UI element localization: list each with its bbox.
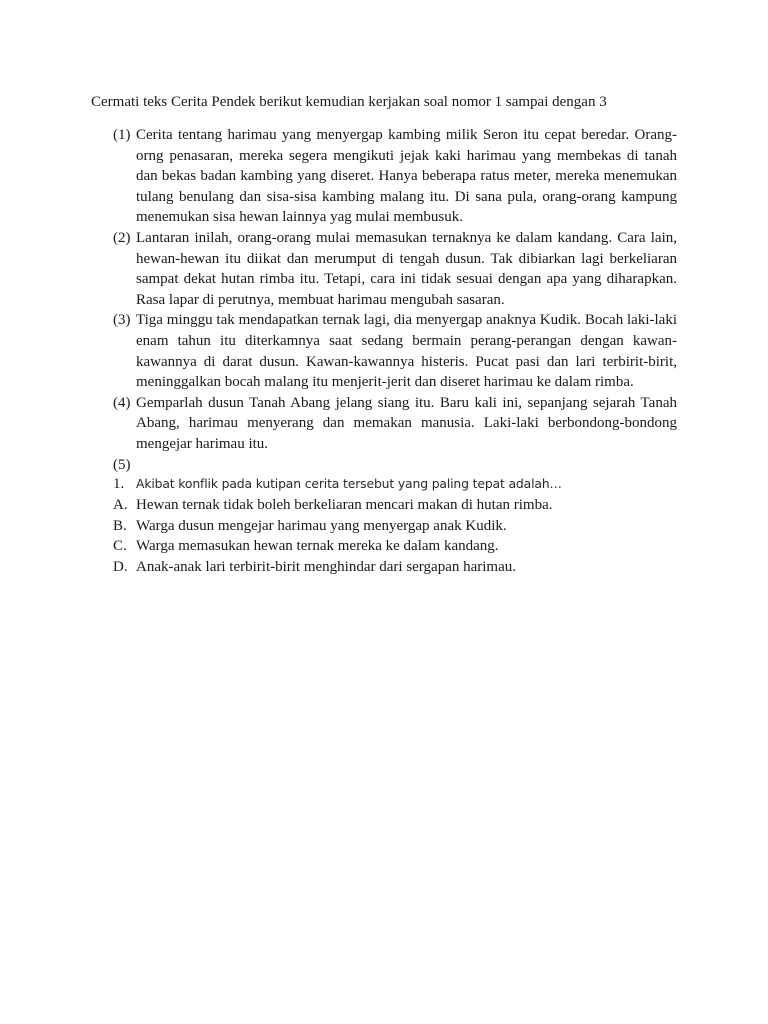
story-paragraph-2 xyxy=(113,228,677,310)
paragraph-text xyxy=(136,455,677,476)
instruction-text: Cermati teks Cerita Pendek berikut kemudian kerjakan soal nomor 1 sampai dengan 3 xyxy=(91,94,607,110)
paragraph-number: (4) xyxy=(113,394,131,411)
option-text: Warga dusun mengejar harimau yang menyergap anak Kudik. xyxy=(136,517,507,534)
answer-option-d xyxy=(113,557,677,578)
paragraph-number: (5) xyxy=(113,456,131,473)
answer-option-b xyxy=(113,516,677,537)
story-paragraph-5 xyxy=(113,455,677,476)
option-text: Hewan ternak tidak boleh berkeliaran mencari makan di hutan rimba. xyxy=(136,496,553,513)
question-stem-row xyxy=(113,474,677,495)
paragraph-number: (3) xyxy=(113,312,131,329)
question-number: 1. xyxy=(113,476,125,492)
story-paragraph-3 xyxy=(113,310,677,392)
option-text: Anak-anak lari terbirit-birit menghindar dari sergapan harimau. xyxy=(136,559,516,576)
story-paragraph-4 xyxy=(113,393,677,455)
paragraph-text: Tiga minggu tak mendapatkan ternak lagi, dia menyergap anaknya Kudik. Bocah laki-laki enam tahun itu diterkamnya saat sedang bermain perang-perangan dengan kawan-kawannya di darat dusun. Kawan-kawannya histeris. Pucat pasi dan lari terbirit-birit, meninggalkan bocah malang itu menjerit-jerit dan diseret harimau ke dalam rimba. xyxy=(136,312,677,391)
option-letter: B. xyxy=(113,517,127,534)
option-letter: C. xyxy=(113,538,127,555)
option-letter: D. xyxy=(113,559,128,576)
paragraph-text: Gemparlah dusun Tanah Abang jelang siang itu. Baru kali ini, sepanjang sejarah Tanah Abang, harimau menyerang dan memakan manusia. Laki-laki berbondong-bondong mengejar harimau itu. xyxy=(136,394,677,452)
paragraph-text: Cerita tentang harimau yang menyergap kambing milik Seron itu cepat beredar. Orang-orng penasaran, mereka segera mengikuti jejak kaki harimau yang membekas di tanah dan bekas badan kambing yang diseret. Hanya beberapa ratus meter, mereka menemukan tulang benulang dan sisa-sisa kambing malang itu. Di sana pula, orang-orang kampung menemukan sisa hewan lainnya yag mulai membusuk. xyxy=(136,127,677,226)
story-paragraph-1 xyxy=(113,125,677,228)
question-stem: Akibat konflik pada kutipan cerita tersebut yang paling tepat adalah… xyxy=(136,476,562,491)
answer-option-c xyxy=(113,536,677,557)
paragraph-number: (1) xyxy=(113,127,131,143)
paragraph-number: (2) xyxy=(113,229,131,246)
question-block xyxy=(113,474,677,578)
answer-option-a xyxy=(113,495,677,516)
option-letter: A. xyxy=(113,496,128,513)
option-text: Warga memasukan hewan ternak mereka ke dalam kandang. xyxy=(136,538,499,555)
paragraph-text: Lantaran inilah, orang-orang mulai memasukan ternaknya ke dalam kandang. Cara lain, hewan-hewan itu diikat dan merumput di tengah dusun. Tak dibiarkan lagi berkeliaran sampat dekat hutan rimba itu. Tetapi, cara ini tidak sesuai dengan apa yang diharapkan. Rasa lapar di perutnya, membuat harimau mengubah sasaran. xyxy=(136,229,677,308)
story-paragraphs xyxy=(113,125,677,475)
